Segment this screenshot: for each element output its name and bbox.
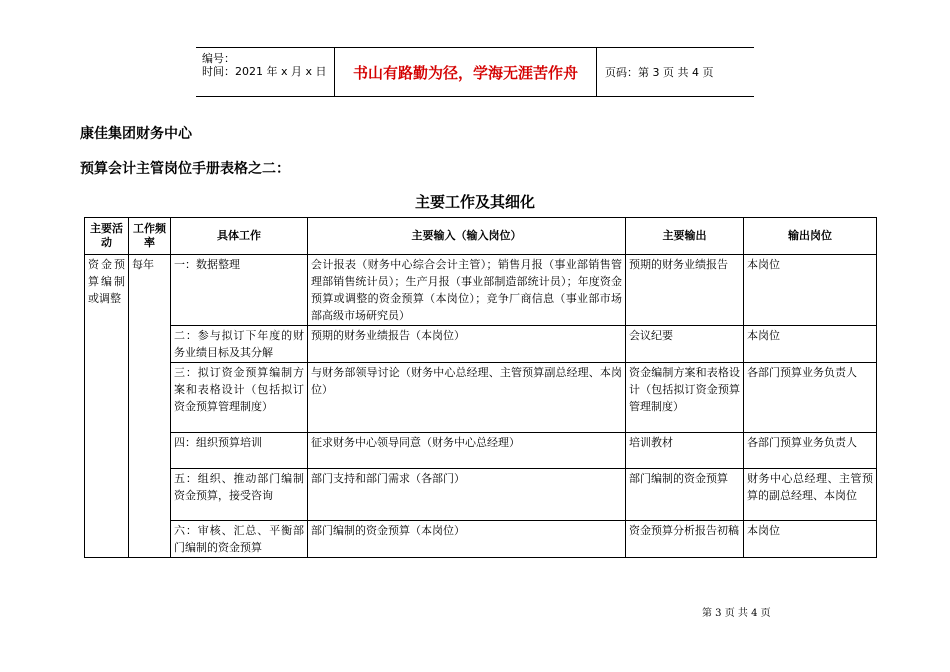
number-label: 编号：	[202, 52, 235, 65]
post-cell: 各部门预算业务负责人	[744, 433, 877, 469]
header-input: 主要输入（输入岗位）	[308, 218, 626, 255]
input-cell: 征求财务中心领导同意（财务中心总经理）	[308, 433, 626, 469]
post-cell: 本岗位	[744, 326, 877, 363]
work-cell: 六：审核、汇总、平衡部门编制的资金预算	[171, 521, 308, 558]
doc-title: 预算会计主管岗位手册表格之二：	[80, 161, 290, 177]
header-frequency: 工作频率	[129, 218, 171, 255]
input-cell: 预期的财务业绩报告（本岗位）	[308, 326, 626, 363]
header-page-label: 页码：第 3 页 共 4 页	[605, 66, 714, 79]
input-cell: 部门支持和部门需求（各部门）	[308, 469, 626, 521]
table-row	[85, 326, 877, 363]
post-cell: 财务中心总经理、主管预算的副总经理、本岗位	[744, 469, 877, 521]
table-row	[85, 521, 877, 558]
work-table	[84, 217, 877, 558]
header-output: 主要输出	[626, 218, 744, 255]
table-row	[85, 433, 877, 469]
input-cell: 与财务部领导讨论（财务中心总经理、主管预算副总经理、本岗位）	[308, 363, 626, 433]
org-name: 康佳集团财务中心	[80, 126, 192, 142]
page-header	[196, 47, 754, 97]
post-cell: 各部门预算业务负责人	[744, 363, 877, 433]
time-label: 时间：2021 年 x 月 x 日	[202, 65, 327, 78]
page-footer: 第 3 页 共 4 页	[702, 608, 771, 619]
output-cell: 预期的财务业绩报告	[626, 255, 744, 326]
frequency-cell: 每年	[129, 255, 171, 558]
output-cell: 培训教材	[626, 433, 744, 469]
work-cell: 二：参与拟订下年度的财务业绩目标及其分解	[171, 326, 308, 363]
output-cell: 会议纪要	[626, 326, 744, 363]
work-cell: 三：拟订资金预算编制方案和表格设计（包括拟订资金预算管理制度）	[171, 363, 308, 433]
header-post: 输出岗位	[744, 218, 877, 255]
activity-cell: 资金预算编制或调整	[85, 255, 129, 558]
work-cell: 一：数据整理	[171, 255, 308, 326]
output-cell: 资金编制方案和表格设计（包括拟订资金预算管理制度）	[626, 363, 744, 433]
header-motto: 书山有路勤为径，学海无涯苦作舟	[335, 48, 597, 96]
table-row	[85, 255, 877, 326]
work-cell: 四：组织预算培训	[171, 433, 308, 469]
input-cell: 会计报表（财务中心综合会计主管）；销售月报（事业部销售管理部销售统计员）；生产月报（事业部制造部统计员）；年度资金预算或调整的资金预算（本岗位）；竞争厂商信息（事业部市场部高级市场研究员）	[308, 255, 626, 326]
header-activity: 主要活动	[85, 218, 129, 255]
table-row	[85, 363, 877, 433]
header-meta	[196, 48, 335, 96]
post-cell: 本岗位	[744, 521, 877, 558]
output-cell: 部门编制的资金预算	[626, 469, 744, 521]
work-cell: 五：组织、推动部门编制资金预算，接受咨询	[171, 469, 308, 521]
table-title: 主要工作及其细化	[414, 193, 535, 211]
table-header-row	[85, 218, 877, 255]
table-row	[85, 469, 877, 521]
post-cell: 本岗位	[744, 255, 877, 326]
output-cell: 资金预算分析报告初稿	[626, 521, 744, 558]
input-cell: 部门编制的资金预算（本岗位）	[308, 521, 626, 558]
header-work: 具体工作	[171, 218, 308, 255]
